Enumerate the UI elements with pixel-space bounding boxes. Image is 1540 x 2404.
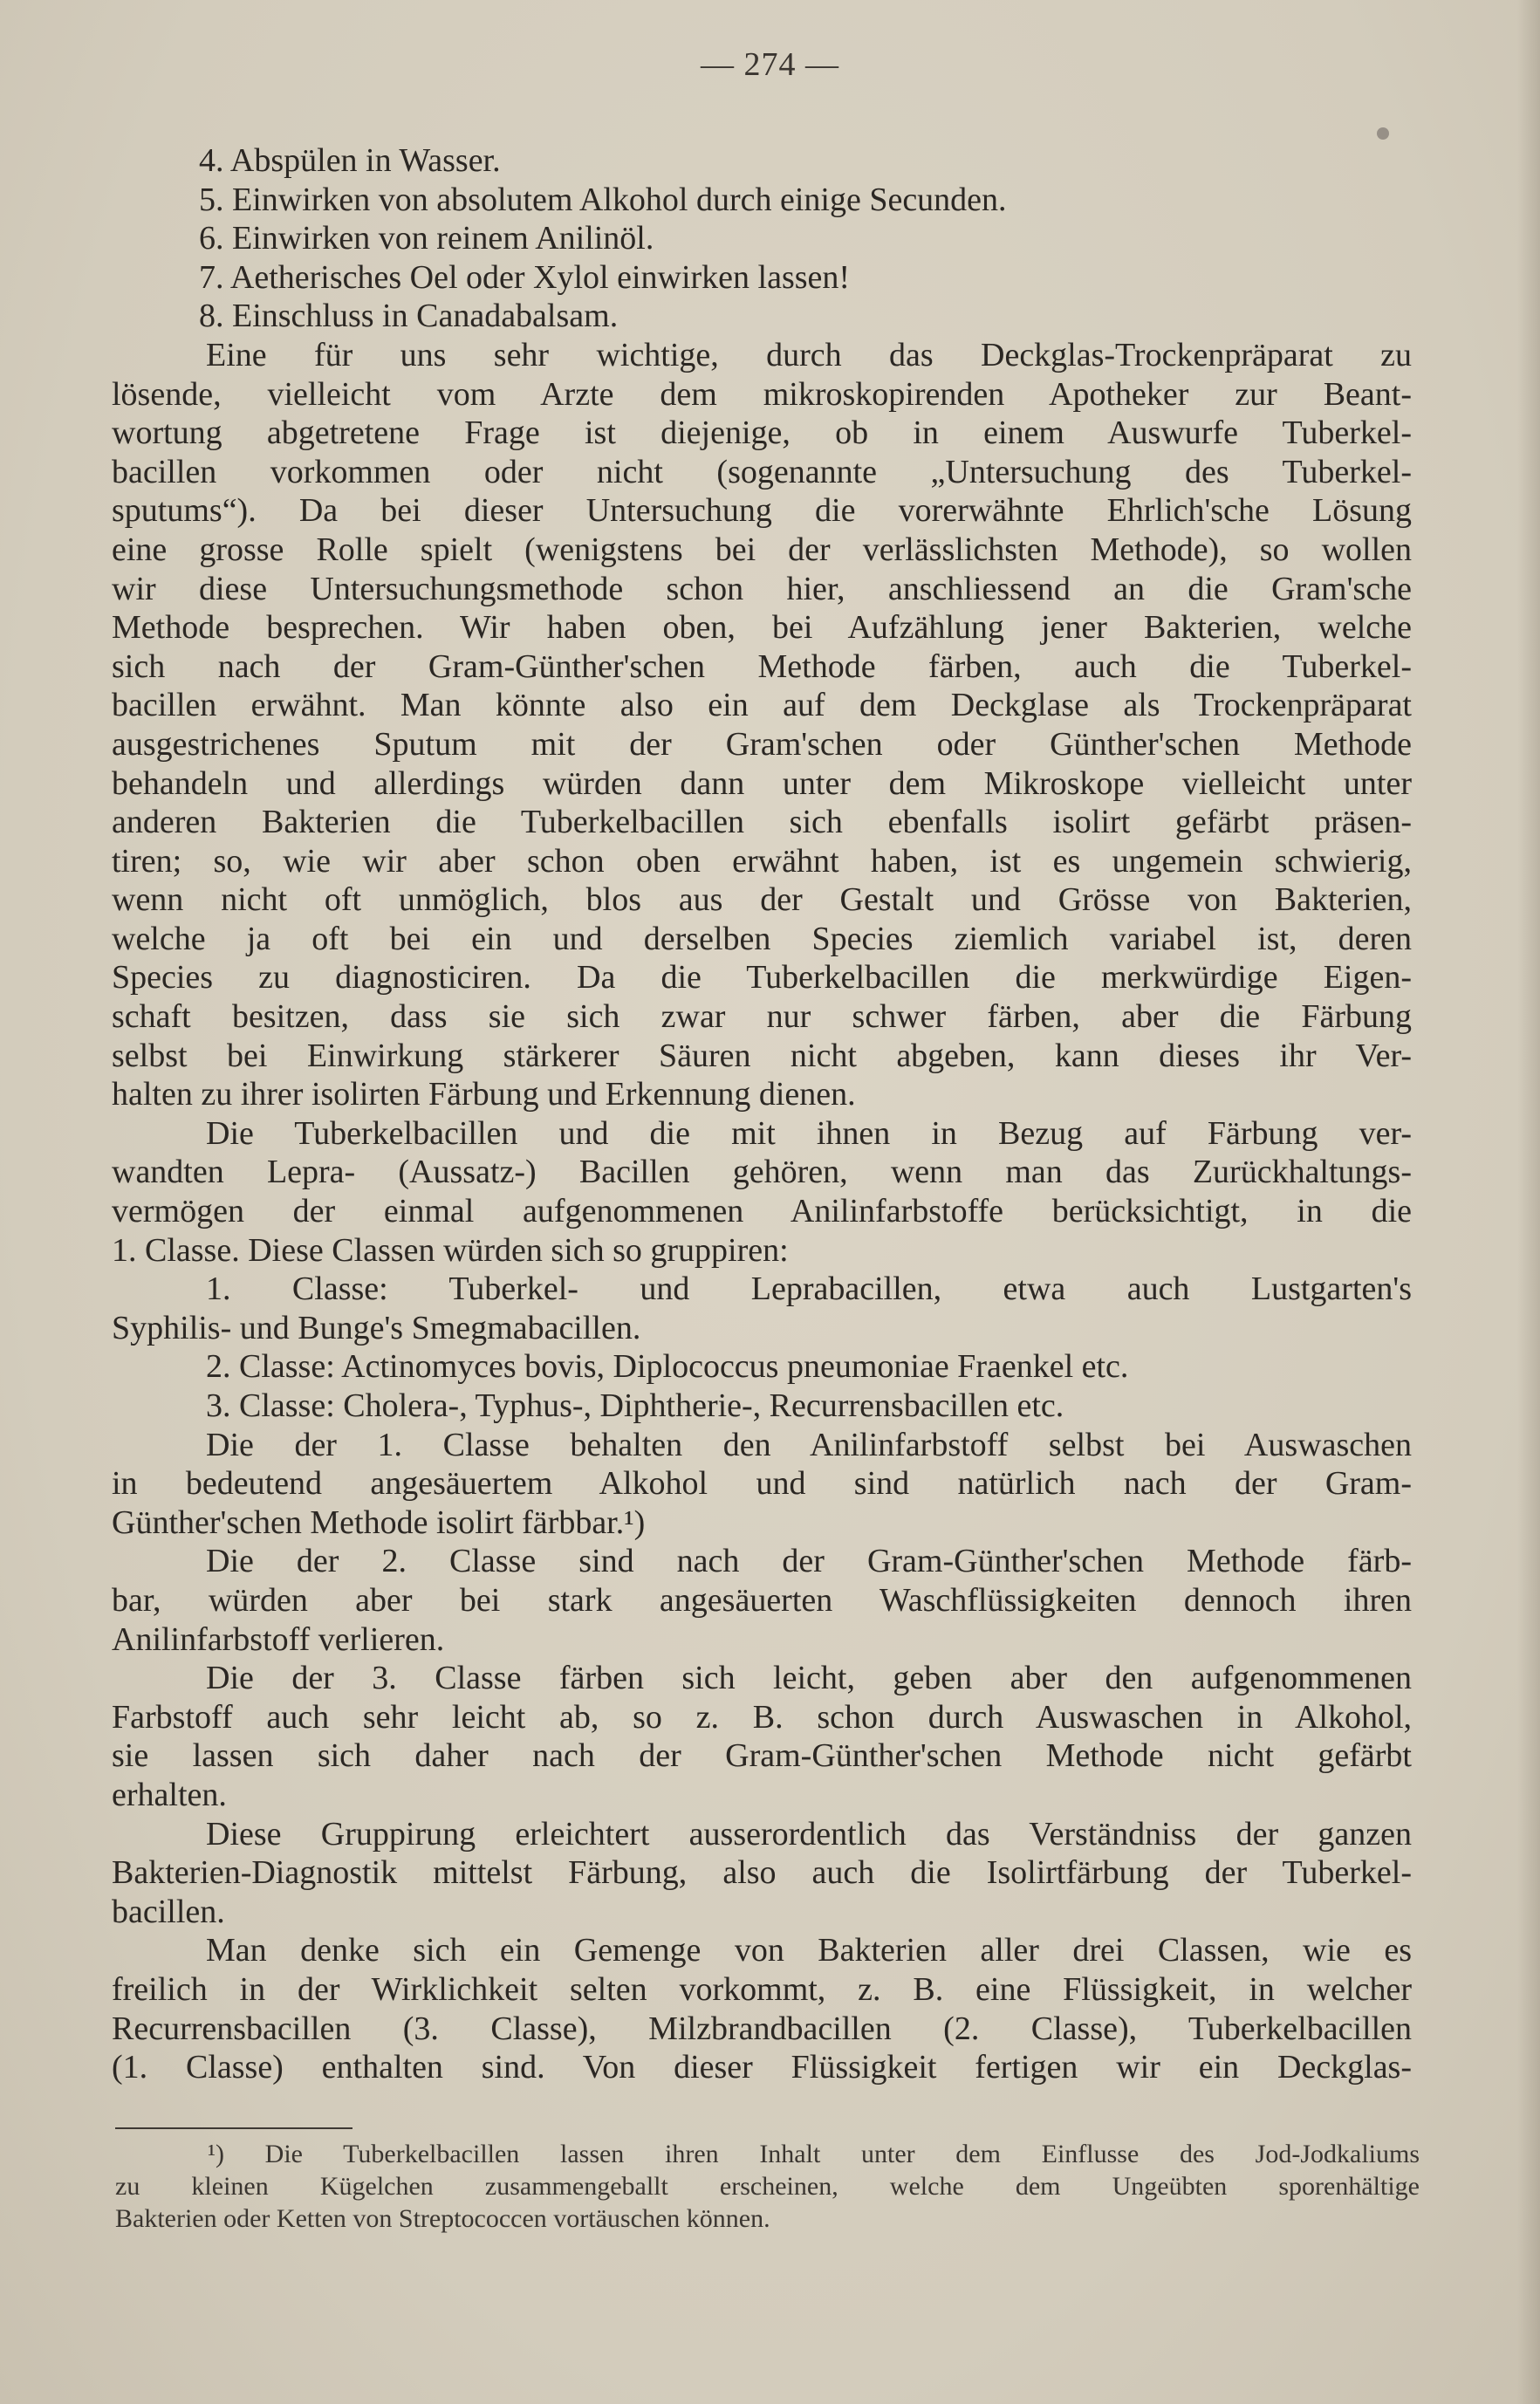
page-edge-shadow	[1517, 0, 1540, 2404]
text-line: Die der 2. Classe sind nach der Gram-Günther'schen Methode färb-	[206, 1543, 1412, 1580]
text-line: welche ja oft bei ein und derselben Species ziemlich variabel ist, deren	[112, 920, 1412, 957]
text-line: eine grosse Rolle spielt (wenigstens bei der verlässlichsten Methode), so wollen	[112, 531, 1412, 568]
text-line: Species zu diagnosticiren. Da die Tuberkelbacillen die merkwürdige Eigen-	[112, 959, 1412, 997]
text-line: Bakterien-Diagnostik mittelst Färbung, also auch die Isolirtfärbung der Tuberkel-	[112, 1854, 1412, 1892]
text-line: behandeln und allerdings würden dann unter dem Mikroskope vielleicht unter	[112, 764, 1412, 802]
text-line: 8. Einschluss in Canadabalsam.	[199, 298, 619, 335]
text-line: selbst bei Einwirkung stärkerer Säuren nicht abgeben, kann dieses ihr Ver-	[112, 1037, 1412, 1074]
text-line: Die der 1. Classe behalten den Anilinfarbstoff selbst bei Auswaschen	[206, 1426, 1412, 1463]
text-line: schaft besitzen, dass sie sich zwar nur schwer färben, aber die Färbung	[112, 998, 1412, 1036]
text-line: bacillen erwähnt. Man könnte also ein auf dem Deckglase als Trockenpräparat	[112, 687, 1412, 724]
footnotes	[115, 2138, 1420, 2235]
text-line: 5. Einwirken von absolutem Alkohol durch einige Secunden.	[199, 181, 1007, 218]
footnote-rule	[115, 2127, 352, 2129]
page-number: — 274 —	[701, 46, 839, 83]
text-line: bacillen vorkommen oder nicht (sogenannte „Untersuchung des Tuberkel-	[112, 453, 1412, 490]
text-line: Diese Gruppirung erleichtert ausserordentlich das Verständniss der ganzen	[206, 1815, 1412, 1853]
text-line: Die Tuberkelbacillen und die mit ihnen in Bezug auf Färbung ver-	[206, 1114, 1412, 1152]
text-line: wenn nicht oft unmöglich, blos aus der Gestalt und Grösse von Bakterien,	[112, 881, 1412, 919]
text-line: anderen Bakterien die Tuberkelbacillen sich ebenfalls isolirt gefärbt präsen-	[112, 804, 1412, 841]
body-text	[112, 141, 1412, 2087]
text-line: Man denke sich ein Gemenge von Bakterien aller drei Classen, wie es	[206, 1932, 1412, 1969]
text-line: bar, würden aber bei stark angesäuerten Waschflüssigkeiten dennoch ihren	[112, 1581, 1412, 1619]
text-line: Syphilis- und Bunge's Smegmabacillen.	[112, 1309, 641, 1346]
text-line: 7. Aetherisches Oel oder Xylol einwirken lassen!	[199, 258, 851, 296]
text-line: lösende, vielleicht vom Arzte dem mikroskopirenden Apotheker zur Beant-	[112, 375, 1412, 413]
text-line: halten zu ihrer isolirten Färbung und Erkennung dienen.	[112, 1076, 856, 1113]
text-line: sie lassen sich daher nach der Gram-Günther'schen Methode nicht gefärbt	[112, 1737, 1412, 1775]
text-line: Farbstoff auch sehr leicht ab, so z. B. schon durch Auswaschen in Alkohol,	[112, 1698, 1412, 1736]
ink-speck	[1377, 127, 1389, 140]
text-line: erhalten.	[112, 1776, 227, 1813]
footnote-line: Bakterien oder Ketten von Streptococcen vortäuschen können.	[115, 2204, 770, 2233]
text-line: sputums“). Da bei dieser Untersuchung die vorerwähnte Ehrlich'sche Lösung	[112, 492, 1412, 530]
text-line: tiren; so, wie wir aber schon oben erwähnt haben, ist es ungemein schwierig,	[112, 842, 1412, 880]
text-line: Methode besprechen. Wir haben oben, bei Aufzählung jener Bakterien, welche	[112, 609, 1412, 647]
text-line: wortung abgetretene Frage ist diejenige, ob in einem Auswurfe Tuberkel-	[112, 414, 1412, 452]
text-line: sich nach der Gram-Günther'schen Methode färben, auch die Tuberkel-	[112, 647, 1412, 685]
text-line: in bedeutend angesäuertem Alkohol und sind natürlich nach der Gram-	[112, 1465, 1412, 1503]
text-line: bacillen.	[112, 1893, 225, 1930]
text-line: vermögen der einmal aufgenommenen Anilinfarbstoffe berücksichtigt, in die	[112, 1193, 1412, 1230]
text-line: 1. Classe. Diese Classen würden sich so gruppiren:	[112, 1231, 789, 1269]
text-line: Recurrensbacillen (3. Classe), Milzbrandbacillen (2. Classe), Tuberkelbacillen	[112, 2010, 1412, 2047]
text-line: Die der 3. Classe färben sich leicht, geben aber den aufgenommenen	[206, 1660, 1412, 1697]
text-line: ausgestrichenes Sputum mit der Gram'schen oder Günther'schen Methode	[112, 725, 1412, 763]
text-line: 3. Classe: Cholera-, Typhus-, Diphtherie-, Recurrensbacillen etc.	[206, 1387, 1064, 1424]
footnote-line: zu kleinen Kügelchen zusammengeballt erscheinen, welche dem Ungeübten sporenhältige	[115, 2172, 1420, 2201]
text-line: wir diese Untersuchungsmethode schon hier, anschliessend an die Gram'sche	[112, 570, 1412, 607]
text-line: freilich in der Wirklichkeit selten vorkommt, z. B. eine Flüssigkeit, in welcher	[112, 1970, 1412, 2008]
text-line: Günther'schen Methode isolirt färbbar.¹)	[112, 1503, 646, 1541]
text-line: 6. Einwirken von reinem Anilinöl.	[199, 220, 654, 257]
footnote-line: ¹) Die Tuberkelbacillen lassen ihren Inhalt unter dem Einflusse des Jod-Jodkaliums	[208, 2140, 1420, 2168]
text-line: Anilinfarbstoff verlieren.	[112, 1620, 445, 1658]
text-line: 1. Classe: Tuberkel- und Leprabacillen, etwa auch Lustgarten's	[206, 1270, 1412, 1308]
text-line: 4. Abspülen in Wasser.	[199, 142, 501, 179]
text-line: wandten Lepra- (Aussatz-) Bacillen gehören, wenn man das Zurückhaltungs-	[112, 1154, 1412, 1191]
text-line: 2. Classe: Actinomyces bovis, Diplococcus pneumoniae Fraenkel etc.	[206, 1348, 1129, 1386]
text-line: Eine für uns sehr wichtige, durch das Deckglas-Trockenpräparat zu	[206, 336, 1412, 373]
text-line: (1. Classe) enthalten sind. Von dieser Flüssigkeit fertigen wir ein Deckglas-	[112, 2049, 1412, 2086]
